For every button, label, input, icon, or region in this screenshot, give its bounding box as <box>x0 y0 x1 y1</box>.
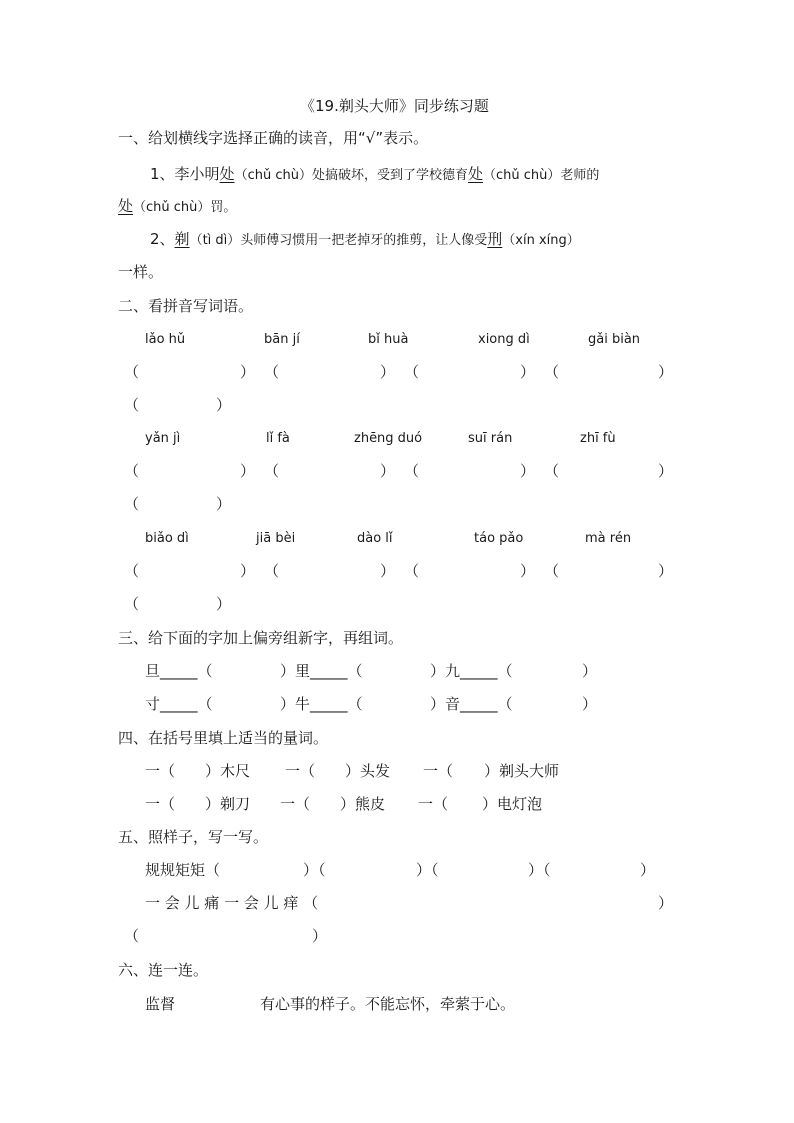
measure-word-item: ）剃头大师 <box>484 762 560 780</box>
measure-word-item: ）木尺 <box>205 762 251 780</box>
answer-bracket-open: （ <box>264 562 280 580</box>
underlined-char: 刑 <box>487 230 503 248</box>
answer-bracket-close: ） <box>216 396 232 414</box>
pinyin-item: bān jí <box>264 332 300 347</box>
pinyin-item: suī rán <box>468 431 513 446</box>
answer-bracket: ）（ <box>303 861 326 879</box>
s1-question-2-cont: 一样。 <box>118 263 164 281</box>
answer-bracket-close: ） <box>582 695 598 713</box>
answer-bracket-open: （ <box>124 927 140 945</box>
measure-word-item: 一（ <box>285 762 316 780</box>
radical-item: ）里_____（ <box>280 662 363 680</box>
text: （xín xíng） <box>502 233 580 248</box>
pinyin-item: yǎn jì <box>145 431 181 446</box>
answer-bracket-close: ） <box>640 861 656 879</box>
pinyin-item: mà rén <box>585 531 632 546</box>
answer-bracket: ）（ <box>416 861 439 879</box>
section-6-heading: 六、连一连。 <box>118 961 209 979</box>
answer-bracket-open: （ <box>404 562 420 580</box>
answer-bracket-close: ） <box>520 562 536 580</box>
measure-word-item: ）头发 <box>345 762 391 780</box>
measure-word-item: 一（ <box>280 795 311 813</box>
text: （tì dì）头师傅习惯用一把老掉牙的推剪，让人像受 <box>189 233 488 248</box>
section-2-heading: 二、看拼音写词语。 <box>118 297 254 315</box>
answer-bracket-close: ） <box>312 927 328 945</box>
radical-item: 寸_____（ <box>145 695 213 713</box>
pinyin-item: dào lǐ <box>357 531 393 546</box>
answer-bracket-close: ） <box>520 462 536 480</box>
answer-bracket-open: （ <box>264 462 280 480</box>
answer-bracket-open: （ <box>124 562 140 580</box>
underlined-char: 剃 <box>174 230 190 248</box>
text: （chǔ chù）处搞破坏，受到了学校德育 <box>234 168 468 183</box>
answer-bracket-close: ） <box>240 462 256 480</box>
answer-bracket: ）（ <box>528 861 551 879</box>
answer-bracket-open: （ <box>124 363 140 381</box>
s1-question-1-cont <box>118 196 236 218</box>
answer-bracket-open: （ <box>404 363 420 381</box>
measure-word-item: ）电灯泡 <box>482 795 543 813</box>
answer-bracket-close: ） <box>380 562 396 580</box>
pinyin-item: zhī fù <box>580 431 616 446</box>
answer-bracket-open: （ <box>544 363 560 381</box>
section-4-heading: 四、在括号里填上适当的量词。 <box>118 729 329 747</box>
answer-bracket-close: ） <box>658 562 674 580</box>
answer-bracket-close: ） <box>658 363 674 381</box>
text: （chǔ chù）罚。 <box>133 200 237 215</box>
answer-bracket-close: ） <box>380 462 396 480</box>
section-5-heading: 五、照样子，写一写。 <box>118 828 269 846</box>
answer-bracket-open: （ <box>404 462 420 480</box>
match-word: 监督 <box>145 995 176 1013</box>
text: 1、李小明 <box>150 165 220 183</box>
measure-word-item: 一（ <box>418 795 449 813</box>
answer-bracket-close: ） <box>216 495 232 513</box>
s1-question-1 <box>150 164 599 186</box>
measure-word-item: 一（ <box>145 762 176 780</box>
answer-bracket-close: ） <box>658 462 674 480</box>
text: （chǔ chù）老师的 <box>482 168 600 183</box>
answer-bracket-close: ） <box>216 595 232 613</box>
example-item: 规规矩矩（ <box>145 861 221 879</box>
underlined-char: 处 <box>467 165 483 183</box>
answer-bracket-open: （ <box>124 462 140 480</box>
page-title: 《19.剃头大师》同步练习题 <box>300 97 489 115</box>
pinyin-item: bǐ huà <box>368 332 409 347</box>
answer-bracket-open: （ <box>124 495 140 513</box>
answer-bracket-open: （ <box>544 462 560 480</box>
answer-bracket-close: ） <box>520 363 536 381</box>
s1-question-2 <box>150 229 580 251</box>
answer-bracket-close: ） <box>240 363 256 381</box>
text: 2、 <box>150 230 175 248</box>
radical-item: ）牛_____（ <box>280 695 363 713</box>
example-item: 一 会 儿 痛 一 会 儿 痒 （ <box>145 894 319 912</box>
pinyin-item: xiong dì <box>478 332 530 347</box>
radical-item: 旦_____（ <box>145 662 213 680</box>
answer-bracket-open: （ <box>544 562 560 580</box>
pinyin-item: jiā bèi <box>256 531 296 546</box>
pinyin-item: lǐ fà <box>266 431 290 446</box>
answer-bracket-close: ） <box>380 363 396 381</box>
radical-item: ）九_____（ <box>430 662 513 680</box>
answer-bracket-close: ） <box>658 894 674 912</box>
answer-bracket-open: （ <box>124 396 140 414</box>
answer-bracket-open: （ <box>264 363 280 381</box>
answer-bracket-open: （ <box>124 595 140 613</box>
pinyin-item: zhēng duó <box>354 431 423 446</box>
radical-item: ）音_____（ <box>430 695 513 713</box>
match-definition: 有心事的样子。不能忘怀，牵萦于心。 <box>260 995 516 1013</box>
measure-word-item: ）剃刀 <box>205 795 251 813</box>
underlined-char: 处 <box>118 197 134 215</box>
pinyin-item: biǎo dì <box>145 531 189 546</box>
measure-word-item: 一（ <box>145 795 176 813</box>
answer-bracket-close: ） <box>582 662 598 680</box>
underlined-char: 处 <box>219 165 235 183</box>
section-3-heading: 三、给下面的字加上偏旁组新字，再组词。 <box>118 629 404 647</box>
pinyin-item: táo pǎo <box>474 531 524 546</box>
measure-word-item: ）熊皮 <box>340 795 386 813</box>
section-1-heading: 一、给划横线字选择正确的读音，用“√”表示。 <box>118 129 429 147</box>
pinyin-item: lǎo hǔ <box>145 332 186 347</box>
pinyin-item: gǎi biàn <box>588 332 641 347</box>
measure-word-item: 一（ <box>423 762 454 780</box>
answer-bracket-close: ） <box>240 562 256 580</box>
